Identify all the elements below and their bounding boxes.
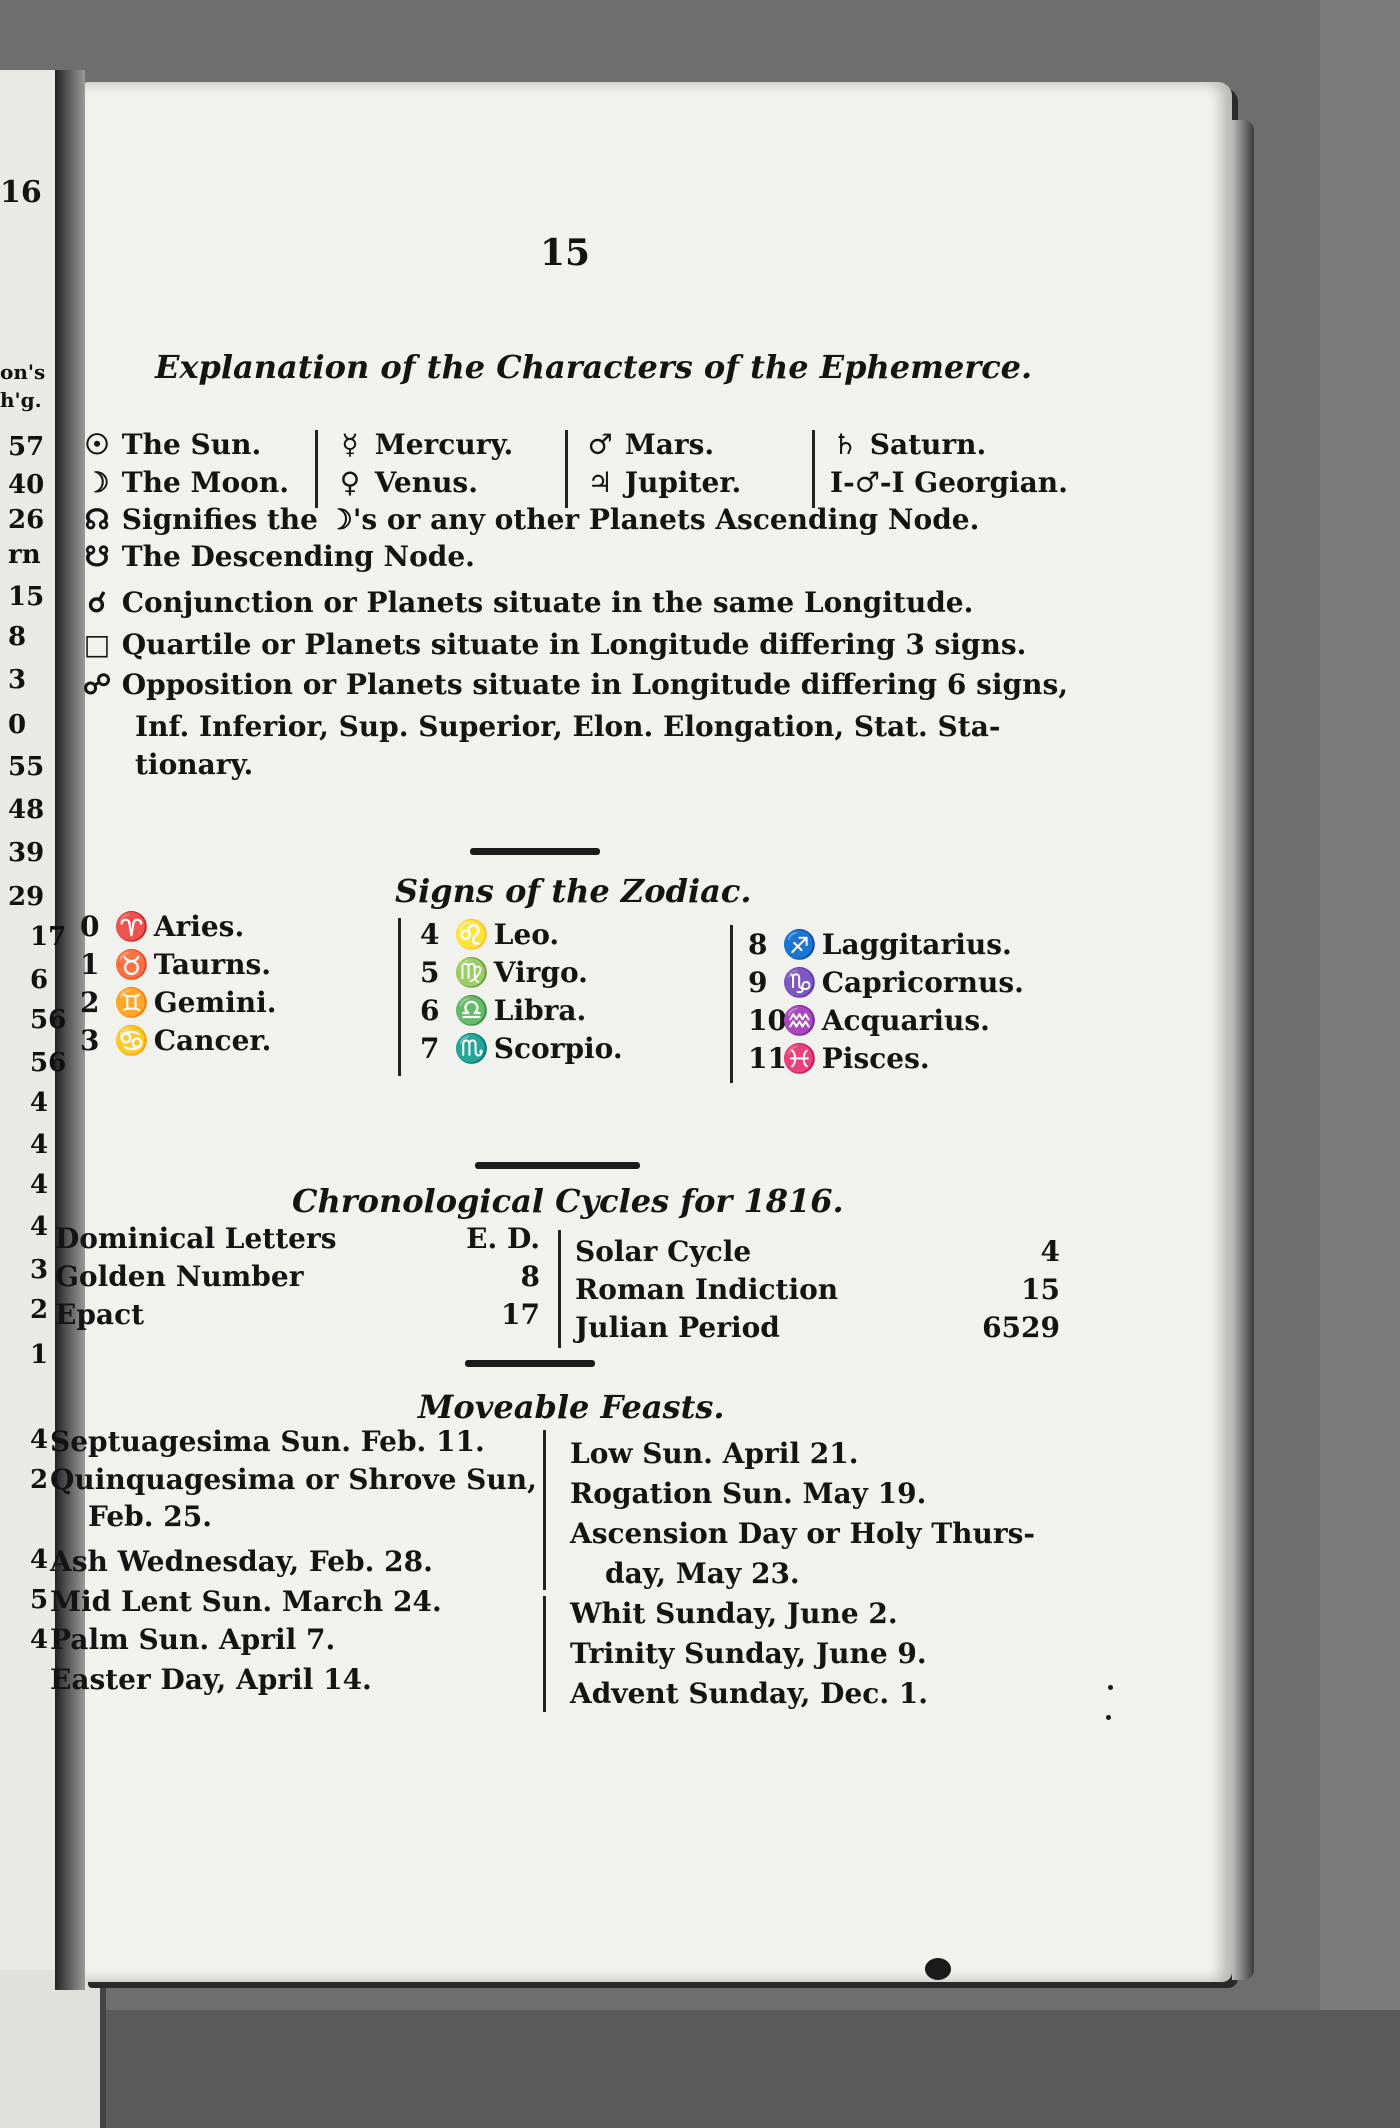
- planet-row: [82, 428, 261, 461]
- margin-fragment: 3: [8, 665, 27, 695]
- ink-speck: [1106, 1715, 1111, 1720]
- cycle-label: Julian Period: [575, 1311, 780, 1344]
- cycle-label: Epact: [55, 1298, 145, 1331]
- margin-fragment: 4: [30, 1130, 49, 1160]
- zodiac-number: 0: [80, 910, 100, 943]
- feast-left-line: Feb. 25.: [88, 1500, 212, 1533]
- planet-label: Venus.: [374, 466, 478, 499]
- feast-left-line: Palm Sun. April 7.: [50, 1623, 336, 1656]
- planet-row: [335, 466, 478, 499]
- zodiac-sign-icon: ♍: [454, 956, 489, 989]
- margin-fragment: 4: [30, 1212, 49, 1242]
- feast-right-line: Whit Sunday, June 2.: [570, 1597, 898, 1630]
- margin-fragment: 4: [30, 1170, 49, 1200]
- zodiac-name: Cancer.: [153, 1024, 272, 1057]
- page-number: 15: [540, 232, 591, 274]
- zodiac-number: 2: [80, 986, 100, 1019]
- zodiac-row: [80, 986, 276, 1019]
- zodiac-row: [420, 918, 559, 951]
- zodiac-name: Laggitarius.: [821, 928, 1012, 961]
- mars-icon: ♂: [587, 428, 613, 461]
- zodiac-number: 11: [748, 1042, 787, 1075]
- feast-right-line: Trinity Sunday, June 9.: [570, 1637, 927, 1670]
- column-divider: [812, 430, 815, 508]
- line-text: The Descending Node.: [121, 540, 475, 573]
- margin-fragment: 4: [30, 1545, 49, 1575]
- zodiac-sign-icon: ♑: [782, 966, 817, 999]
- cycle-value: 17: [501, 1298, 540, 1331]
- margin-fragment: 57: [8, 432, 45, 462]
- zodiac-name: Scorpio.: [493, 1032, 623, 1065]
- zodiac-number: 1: [80, 948, 100, 981]
- cycle-value: E. D.: [466, 1222, 540, 1255]
- zodiac-name: Virgo.: [493, 956, 588, 989]
- cycle-value: 6529: [982, 1311, 1060, 1344]
- cycle-label: Roman Indiction: [575, 1273, 839, 1306]
- opposition-icon: ☍: [82, 668, 112, 701]
- zodiac-title: Signs of the Zodiac.: [395, 872, 752, 910]
- margin-fragment: 17: [30, 922, 67, 952]
- zodiac-sign-icon: ♏: [454, 1032, 489, 1065]
- line-text: Conjunction or Planets situate in the same Longitude.: [121, 586, 974, 619]
- planet-label: The Sun.: [121, 428, 262, 461]
- zodiac-number: 10: [748, 1004, 787, 1037]
- feast-right-line: Rogation Sun. May 19.: [570, 1477, 927, 1510]
- zodiac-number: 5: [420, 956, 440, 989]
- section-divider: [470, 848, 600, 855]
- column-divider: [543, 1596, 546, 1712]
- feast-left-line: Septuagesima Sun. Feb. 11.: [50, 1425, 485, 1458]
- explanation-line: [82, 668, 1068, 701]
- zodiac-row: [748, 1004, 990, 1037]
- zodiac-sign-icon: ♈: [114, 910, 149, 943]
- feast-left-line: Ash Wednesday, Feb. 28.: [50, 1545, 433, 1578]
- feast-right-line: Ascension Day or Holy Thurs-: [570, 1517, 1035, 1550]
- cycle-label: Golden Number: [55, 1260, 304, 1293]
- column-divider: [565, 430, 568, 508]
- zodiac-row: [748, 928, 1012, 961]
- zodiac-row: [80, 1024, 271, 1057]
- zodiac-sign-icon: ♐: [782, 928, 817, 961]
- zodiac-number: 8: [748, 928, 768, 961]
- mercury-icon: ☿: [341, 428, 359, 461]
- zodiac-name: Aries.: [153, 910, 245, 943]
- zodiac-name: Pisces.: [821, 1042, 930, 1075]
- zodiac-row: [420, 956, 588, 989]
- column-divider: [558, 1230, 561, 1348]
- margin-fragment: 29: [8, 882, 45, 912]
- background: [1320, 0, 1400, 2128]
- planet-row: [82, 466, 289, 499]
- zodiac-name: Taurns.: [153, 948, 272, 981]
- ink-speck: [925, 1958, 951, 1980]
- explanation-title: Explanation of the Characters of the Ephemerce.: [155, 348, 1033, 386]
- zodiac-number: 7: [420, 1032, 440, 1065]
- margin-fragment: 2: [30, 1295, 49, 1325]
- abbreviations-continuation: tionary.: [135, 748, 254, 781]
- planet-label: I-♂-I Georgian.: [830, 466, 1068, 499]
- zodiac-number: 9: [748, 966, 768, 999]
- margin-fragment: 56: [30, 1005, 67, 1035]
- planet-label: Saturn.: [869, 428, 987, 461]
- planet-row: [830, 428, 986, 461]
- feast-right-line: day, May 23.: [605, 1557, 800, 1590]
- section-divider: [475, 1162, 640, 1169]
- planet-row: [335, 428, 513, 461]
- cycle-value: 4: [1040, 1235, 1060, 1268]
- margin-fragment: 4: [30, 1425, 49, 1455]
- feast-left-line: Mid Lent Sun. March 24.: [50, 1585, 442, 1618]
- saturn-icon: ♄: [832, 428, 858, 461]
- zodiac-row: [748, 966, 1024, 999]
- ascending-node-icon: ☊: [84, 503, 110, 536]
- explanation-line: [82, 628, 1026, 661]
- zodiac-sign-icon: ♊: [114, 986, 149, 1019]
- cycles-title: Chronological Cycles for 1816.: [292, 1182, 844, 1220]
- planet-label: Mercury.: [374, 428, 514, 461]
- venus-icon: ♀: [339, 466, 361, 499]
- zodiac-name: Gemini.: [153, 986, 277, 1019]
- planet-row: [830, 466, 1068, 499]
- zodiac-number: 6: [420, 994, 440, 1027]
- margin-fragment: 55: [8, 752, 45, 782]
- planet-label: Jupiter.: [624, 466, 742, 499]
- line-text: Opposition or Planets situate in Longitude differing 6 signs,: [121, 668, 1068, 701]
- cycle-label: Dominical Letters: [55, 1222, 337, 1255]
- ink-speck: [1108, 1685, 1113, 1690]
- margin-fragment: 56: [30, 1048, 67, 1078]
- margin-fragment: 4: [30, 1625, 49, 1655]
- sun-icon: ☉: [84, 428, 110, 461]
- margin-fragment: rn: [8, 540, 41, 570]
- zodiac-row: [80, 948, 271, 981]
- margin-fragment: 6: [30, 965, 49, 995]
- explanation-line: [82, 586, 973, 619]
- margin-fragment: 26: [8, 505, 45, 535]
- line-text: Signifies the ☽'s or any other Planets Ascending Node.: [121, 503, 980, 536]
- previous-page-number: 16: [0, 175, 42, 210]
- zodiac-row: [80, 910, 244, 943]
- margin-fragment: 15: [8, 582, 45, 612]
- column-divider: [730, 925, 733, 1083]
- feasts-title: Moveable Feasts.: [418, 1388, 725, 1426]
- margin-fragment: 39: [8, 838, 45, 868]
- margin-fragment: 2: [30, 1465, 49, 1495]
- cycle-label: Solar Cycle: [575, 1235, 752, 1268]
- zodiac-sign-icon: ♋: [114, 1024, 149, 1057]
- zodiac-name: Acquarius.: [821, 1004, 990, 1037]
- margin-fragment: 48: [8, 795, 45, 825]
- zodiac-sign-icon: ♎: [454, 994, 489, 1027]
- zodiac-name: Libra.: [493, 994, 587, 1027]
- column-divider: [543, 1430, 546, 1590]
- background-bottom: [0, 2010, 1400, 2128]
- explanation-line: [82, 540, 475, 573]
- margin-fragment: on's: [0, 360, 46, 384]
- margin-fragment: 4: [30, 1088, 49, 1118]
- feast-left-line: Quinquagesima or Shrove Sun,: [50, 1463, 537, 1496]
- line-text: Quartile or Planets situate in Longitude differing 3 signs.: [121, 628, 1027, 661]
- column-divider: [398, 918, 401, 1076]
- section-divider: [465, 1360, 595, 1367]
- planet-label: The Moon.: [121, 466, 289, 499]
- margin-fragment: 8: [8, 622, 27, 652]
- column-divider: [315, 430, 318, 508]
- descending-node-icon: ☋: [84, 540, 110, 573]
- feast-left-line: Easter Day, April 14.: [50, 1663, 372, 1696]
- planet-row: [585, 428, 714, 461]
- planet-label: Mars.: [624, 428, 715, 461]
- zodiac-sign-icon: ♉: [114, 948, 149, 981]
- margin-fragment: h'g.: [0, 388, 42, 412]
- margin-fragment: 0: [8, 710, 27, 740]
- conjunction-icon: ☌: [87, 586, 107, 619]
- jupiter-icon: ♃: [587, 466, 613, 499]
- feast-right-line: Low Sun. April 21.: [570, 1437, 859, 1470]
- margin-fragment: 1: [30, 1340, 49, 1370]
- zodiac-sign-icon: ♌: [454, 918, 489, 951]
- previous-page-corner: [0, 1970, 106, 2128]
- margin-fragment: 3: [30, 1255, 49, 1285]
- page-edge-shadow: [1232, 120, 1254, 1980]
- zodiac-number: 4: [420, 918, 440, 951]
- feast-right-line: Advent Sunday, Dec. 1.: [570, 1677, 929, 1710]
- zodiac-row: [420, 994, 586, 1027]
- margin-fragment: 40: [8, 470, 45, 500]
- margin-fragment: 5: [30, 1585, 49, 1615]
- zodiac-name: Capricornus.: [821, 966, 1024, 999]
- zodiac-sign-icon: ♒: [782, 1004, 817, 1037]
- zodiac-name: Leo.: [493, 918, 560, 951]
- cycle-value: 15: [1021, 1273, 1060, 1306]
- zodiac-number: 3: [80, 1024, 100, 1057]
- moon-icon: ☽: [84, 466, 110, 499]
- quartile-icon: □: [83, 628, 111, 661]
- cycle-value: 8: [520, 1260, 540, 1293]
- zodiac-row: [420, 1032, 623, 1065]
- zodiac-sign-icon: ♓: [782, 1042, 817, 1075]
- explanation-line: [82, 503, 979, 536]
- abbreviations-line: Inf. Inferior, Sup. Superior, Elon. Elongation, Stat. Sta-: [135, 710, 1001, 743]
- planet-row: [585, 466, 741, 499]
- zodiac-row: [748, 1042, 930, 1075]
